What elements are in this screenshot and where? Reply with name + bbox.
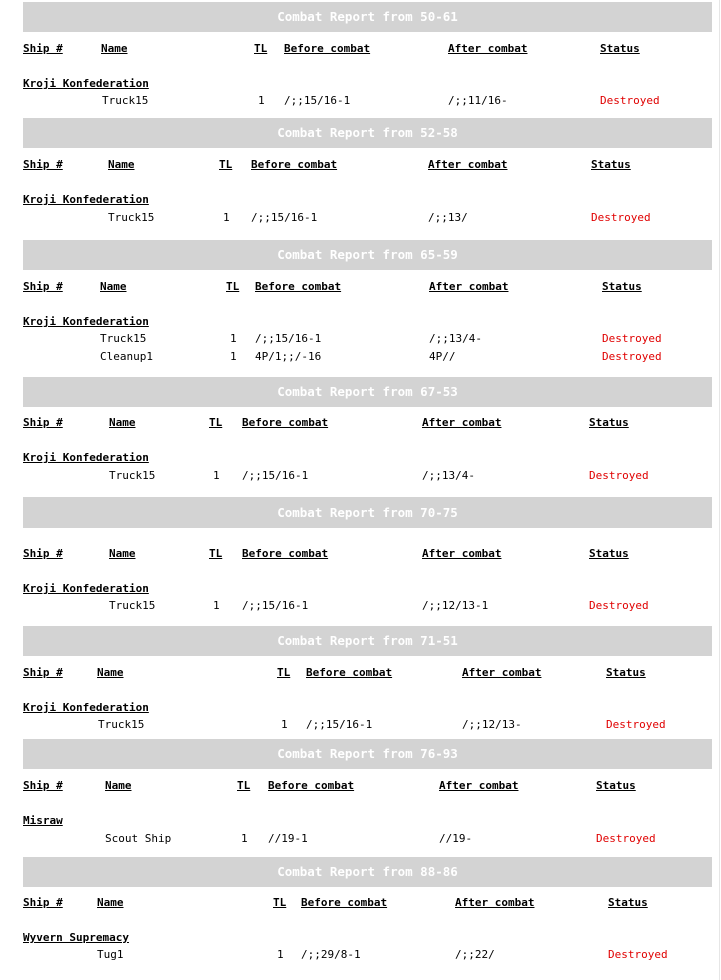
header-ship: Ship # (23, 779, 63, 792)
ship-row (0, 211, 721, 225)
header-tl: TL (273, 896, 287, 909)
ship-row (0, 599, 721, 613)
header-tl: TL (277, 666, 291, 679)
ship-after: /;;13/ (428, 211, 468, 224)
ship-before: /;;15/16-1 (306, 718, 373, 731)
ship-status: Destroyed (589, 599, 649, 612)
ship-before: /;;15/16-1 (284, 94, 351, 107)
header-status: Status (608, 896, 648, 909)
header-after: After combat (422, 416, 502, 429)
header-ship: Ship # (23, 547, 63, 560)
ship-before: /;;15/16-1 (242, 469, 309, 482)
header-name: Name (100, 280, 127, 293)
header-before: Before combat (242, 416, 329, 429)
ship-tl: 1 (277, 948, 284, 961)
header-status: Status (589, 547, 629, 560)
header-after: After combat (422, 547, 502, 560)
ship-tl: 1 (258, 94, 265, 107)
ship-name: Truck15 (109, 599, 156, 612)
header-tl: TL (209, 547, 223, 560)
ship-name: Cleanup1 (100, 350, 153, 363)
header-ship: Ship # (23, 280, 63, 293)
ship-status: Destroyed (596, 832, 656, 845)
header-name: Name (97, 896, 124, 909)
ship-status: Destroyed (591, 211, 651, 224)
ship-status: Destroyed (600, 94, 660, 107)
header-status: Status (600, 42, 640, 55)
header-before: Before combat (255, 280, 342, 293)
report-title: Combat Report from 76-93 (23, 739, 712, 769)
ship-name: Scout Ship (105, 832, 172, 845)
ship-name: Truck15 (109, 469, 156, 482)
header-status: Status (591, 158, 631, 171)
ship-before: /;;29/8-1 (301, 948, 361, 961)
ship-after: /;;11/16- (448, 94, 508, 107)
ship-after: /;;13/4- (422, 469, 475, 482)
faction-name: Wyvern Supremacy (23, 931, 129, 944)
header-ship: Ship # (23, 42, 63, 55)
ship-after: 4P// (429, 350, 456, 363)
ship-row (0, 332, 721, 346)
ship-status: Destroyed (602, 350, 662, 363)
header-ship: Ship # (23, 416, 63, 429)
ship-before: /;;15/16-1 (255, 332, 322, 345)
report-title: Combat Report from 65-59 (23, 240, 712, 270)
ship-tl: 1 (230, 350, 237, 363)
ship-tl: 1 (230, 332, 237, 345)
header-tl: TL (237, 779, 251, 792)
ship-after: /;;22/ (455, 948, 495, 961)
ship-tl: 1 (223, 211, 230, 224)
ship-name: Truck15 (100, 332, 147, 345)
report-title: Combat Report from 52-58 (23, 118, 712, 148)
header-name: Name (109, 416, 136, 429)
ship-tl: 1 (213, 599, 220, 612)
ship-after: /;;12/13- (462, 718, 522, 731)
header-before: Before combat (242, 547, 329, 560)
header-after: After combat (448, 42, 528, 55)
header-after: After combat (428, 158, 508, 171)
header-tl: TL (254, 42, 268, 55)
header-tl: TL (209, 416, 223, 429)
header-status: Status (596, 779, 636, 792)
faction-name: Kroji Konfederation (23, 701, 149, 714)
header-before: Before combat (251, 158, 338, 171)
ship-after: /;;13/4- (429, 332, 482, 345)
header-name: Name (101, 42, 128, 55)
header-name: Name (97, 666, 124, 679)
ship-row (0, 469, 721, 483)
faction-name: Kroji Konfederation (23, 582, 149, 595)
ship-before: /;;15/16-1 (242, 599, 309, 612)
faction-name: Kroji Konfederation (23, 451, 149, 464)
header-status: Status (602, 280, 642, 293)
ship-status: Destroyed (589, 469, 649, 482)
ship-tl: 1 (281, 718, 288, 731)
report-title: Combat Report from 70-75 (23, 497, 712, 528)
header-tl: TL (226, 280, 240, 293)
faction-name: Kroji Konfederation (23, 77, 149, 90)
header-name: Name (109, 547, 136, 560)
faction-name: Kroji Konfederation (23, 315, 149, 328)
ship-after: /;;12/13-1 (422, 599, 489, 612)
header-status: Status (589, 416, 629, 429)
header-ship: Ship # (23, 666, 63, 679)
header-ship: Ship # (23, 896, 63, 909)
header-after: After combat (455, 896, 535, 909)
ship-before: 4P/1;;/-16 (255, 350, 322, 363)
header-before: Before combat (284, 42, 371, 55)
ship-tl: 1 (213, 469, 220, 482)
ship-tl: 1 (241, 832, 248, 845)
header-before: Before combat (301, 896, 388, 909)
ship-row (0, 350, 721, 364)
ship-status: Destroyed (606, 718, 666, 731)
report-title: Combat Report from 88-86 (23, 857, 712, 887)
header-status: Status (606, 666, 646, 679)
header-after: After combat (439, 779, 519, 792)
ship-row (0, 94, 721, 108)
ship-row (0, 832, 721, 846)
header-before: Before combat (306, 666, 393, 679)
header-name: Name (108, 158, 135, 171)
report-title: Combat Report from 50-61 (23, 2, 712, 32)
ship-after: //19- (439, 832, 473, 845)
header-tl: TL (219, 158, 233, 171)
header-before: Before combat (268, 779, 355, 792)
ship-status: Destroyed (608, 948, 668, 961)
header-after: After combat (462, 666, 542, 679)
report-title: Combat Report from 67-53 (23, 377, 712, 407)
ship-name: Truck15 (108, 211, 155, 224)
header-name: Name (105, 779, 132, 792)
ship-row (0, 948, 721, 962)
ship-name: Truck15 (98, 718, 145, 731)
header-after: After combat (429, 280, 509, 293)
faction-name: Kroji Konfederation (23, 193, 149, 206)
report-title: Combat Report from 71-51 (23, 626, 712, 656)
header-ship: Ship # (23, 158, 63, 171)
ship-name: Truck15 (102, 94, 149, 107)
ship-name: Tug1 (97, 948, 124, 961)
ship-before: //19-1 (268, 832, 308, 845)
ship-before: /;;15/16-1 (251, 211, 318, 224)
faction-name: Misraw (23, 814, 63, 827)
ship-row (0, 718, 721, 732)
ship-status: Destroyed (602, 332, 662, 345)
